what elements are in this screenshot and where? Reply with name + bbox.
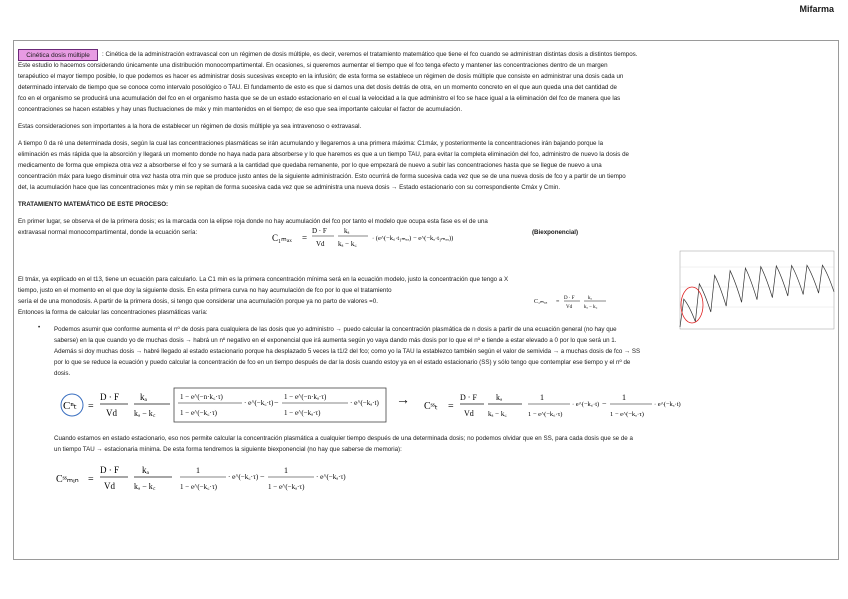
eq-cn-num1: 1 − e^(−n·k꜀·τ) (180, 393, 223, 401)
eq-cssmin-one2: 1 (284, 466, 288, 475)
paragraph-time0-2: eliminación es más rápida que la absorción y llegará un momento donde no haya nada para absorberse y lo que haremos es que a un tiempo TAU, para evitar la completa eliminación del fco, administro de nuevo la dosis de (18, 151, 629, 158)
eq-css-minus: − (602, 399, 607, 408)
eq-c1max-kakc: kₐ − k꜀ (338, 240, 357, 248)
equation-css (422, 385, 682, 425)
eq-cssmin-den1: 1 − e^(−k꜀·τ) (180, 483, 218, 491)
eq-cssmin-minus: − (260, 472, 265, 481)
equation-cssmin (54, 457, 354, 499)
eq-cssmin-equals: = (88, 474, 94, 485)
paragraph-tmax-3: sería el de una monodosis. A partir de la primera dosis, si tengo que considerar una acumulación porque ya no parto de valores =0. (18, 298, 378, 305)
bullet-ndoses-2: saberse) en la que cuando yo de muchas dosis → habrá un nº negativo en el exponencial que irá aumenta según yo vaya dando más dosis por lo que el nº e tiende a estar elevado a 0 por lo que será un 1. (54, 337, 617, 344)
paragraph-first-dose-1: En primer lugar, se observa el de la primera dosis; es la marcada con la elipse roja donde no hay acumulación del fco por tanto el modelo que ocupa esta fase es el de una (18, 218, 488, 225)
eq-cssmin-one1: 1 (196, 466, 200, 475)
eq-css-symbol: Cˢˢₜ (424, 401, 438, 412)
eq-cn-num2: 1 − e^(−n·kₐ·τ) (284, 393, 327, 401)
eq-c1min-ka: kₐ (588, 296, 592, 301)
paragraph-steady-state-1: Cuando estamos en estado estacionario, eso nos permite calcular la concentración plasmática a cualquier tiempo después de una determinada dosis; no podemos olvidar que en SS, para cada dosis que se de a (54, 435, 633, 442)
eq-css-one2: 1 (622, 393, 626, 402)
eq-css-num: D · F (460, 393, 477, 402)
eq-cssmin-ekc: · e^(−k꜀·τ) (228, 473, 259, 481)
section-heading: TRATAMIENTO MATEMÁTICO DE ESTE PROCESO: (18, 201, 169, 208)
document-sheet (13, 40, 839, 560)
eq-c1max-symbol: C₁ₘₐₓ (272, 233, 292, 243)
eq-cn-minus: − (274, 398, 279, 407)
eq-css-eka: · e^(−kₐ·t) (654, 401, 681, 408)
paragraph-tmax-2: tiempo, justo en el momento en el que doy la siguiente dosis. En esta primera curva no hay acumulación de fco por lo que el tratamiento (18, 287, 392, 294)
bullet-ndoses-1: Podemos asumir que conforme aumenta el nº de dosis para cualquiera de las dosis que yo administro → puedo calcular la concentración plasmática de n dosis a partir de una ecuación general (no hay que (54, 326, 617, 333)
paragraph-intro-4: determinado intervalo de tiempo que se conoce como intervalo posológico o TAU. El fundamento de esto es que si damos una det dosis detrás de otra, en un momento concreto en el que aun queda una det cantidad de (18, 84, 617, 91)
eq-css-equals: = (448, 401, 454, 412)
equation-arrow: → (396, 393, 410, 408)
eq-css-one1: 1 (540, 393, 544, 402)
eq-css-kakc: kₐ − k꜀ (488, 410, 507, 418)
equation-c1max (272, 223, 532, 251)
eq-css-ka: kₐ (496, 393, 503, 402)
paragraph-first-dose-2: extravasal normal monocompartimental, donde la ecuación sería: (18, 229, 198, 236)
eq-c1max-exp: · (e^(−k꜀·t₁ₘₐₓ) − e^(−kₐ·t₁ₘₐₓ)) (372, 235, 454, 242)
eq-cn-kakc: kₐ − k꜀ (134, 409, 156, 418)
paragraph-intro-5: fco en el organismo se producirá una acumulación del fco en el organismo hasta que se de un estado estacionario en el cual la velocidad a la que administro el fco se hace igual a la eliminación del fco de manera que las (18, 95, 621, 102)
equation-cn-svg (58, 385, 388, 425)
eq-css-den2: 1 − e^(−kₐ·τ) (610, 411, 644, 418)
eq-cn-equals: = (88, 401, 94, 412)
paragraph-intro-6: concentraciones se hacen estables y hay unas fluctuaciones de máx y min mantenidos en el tiempo; de eso que sea importante calcular el factor de acumulación. (18, 106, 463, 113)
paragraph-steady-state-2: un tiempo TAU → estacionaria mínima. De esta forma tendremos la siguiente biexponencial (no hay que saberse de memoria): (54, 446, 402, 453)
equation-c1max-svg (272, 223, 532, 251)
eq-css-den: Vd (464, 409, 474, 418)
eq-c1min-den: Vd (566, 305, 573, 310)
eq-cssmin-ka: kₐ (142, 465, 149, 475)
eq-cssmin-num: D · F (100, 465, 120, 475)
eq-c1min-symbol: C₁ₘₐₓ (534, 299, 548, 305)
eq-cssmin-kakc: kₐ − k꜀ (134, 482, 156, 491)
paragraph-intro-2: Este estudio lo hacemos considerando únicamente una distribución monocompartimental. En ocasiones, si queremos aumentar el tiempo que el fco tenga efecto y mantener las concentraciones dentro de un margen (18, 62, 608, 69)
bullet-dot: • (38, 324, 41, 331)
equation-c1min (534, 292, 674, 310)
eq-c1max-ka: kₐ (344, 227, 350, 235)
eq-cssmin-den2: 1 − e^(−kₐ·τ) (268, 483, 305, 491)
equation-cn (58, 385, 388, 425)
eq-cssmin-eka: · e^(−kₐ·τ) (316, 473, 346, 481)
eq-c1max-den: Vd (316, 240, 325, 248)
eq-cn-eka: · e^(−kₐ·t) (350, 399, 379, 407)
paragraph-tmax-1: El tmáx, ya explicado en el t13, tiene un ecuación para calcularlo. La C1 min es la primera concentración mínima será en la ecuación modelo, justo la concentración que tengo a X (18, 276, 509, 283)
brand-label: Mifarma (799, 4, 834, 14)
eq-css-ekc: · e^(−k꜀·t) (572, 401, 600, 408)
eq-c1max-equals: = (302, 233, 308, 243)
equation-cssmin-svg (54, 457, 354, 499)
equation-css-svg (422, 385, 682, 425)
eq-cn-ekc: · e^(−k꜀·t) (244, 399, 274, 407)
multiple-dose-curve-figure (670, 247, 838, 337)
eq-cssmin-den: Vd (104, 481, 115, 491)
bullet-ndoses-5: dosis. (54, 370, 71, 377)
paragraph-intro-3: terapéutico el mayor tiempo posible, lo que podemos es hacer es administrar dosis sucesivas excepto en la infusión; de esta forma se establece un régimen de dosis múltiple que consiste en administrar una dosis cada un (18, 73, 624, 80)
eq-cn-den1: 1 − e^(−k꜀·τ) (180, 409, 218, 417)
paragraph-time0-4: concentración máx para luego disminuir otra vez hasta otra min que se produce justo antes de la siguiente administración. Esto ocurrirá de forma sucesiva cada vez que se de una nueva dosis de fco y a partir de un tiempo (18, 173, 626, 180)
paragraph-considerations: Estas consideraciones son importantes a la hora de establecer un régimen de dosis múltiple ya sea intravenoso o extravasal. (18, 123, 362, 130)
eq-cssmin-symbol: Cˢˢₘᵢₙ (56, 474, 79, 485)
bullet-ndoses-3: Además si doy muchas dosis → habré llegado al estado estacionario porque ha desplazado 5 veces la t1/2 del fco; como yo la TAU la establezco también según el valor de semivida → a muchas dosis de fco → SS (54, 348, 641, 355)
eq-cn-num: D · F (100, 392, 120, 402)
eq-css-den1: 1 − e^(−k꜀·τ) (528, 411, 563, 418)
eq-cn-ka: kₐ (140, 392, 147, 402)
equation-c1min-svg (534, 292, 674, 310)
eq-c1min-equals: = (556, 299, 560, 305)
bullet-ndoses-4: por lo que se reduce la ecuación y puedo calcular la concentración de fco en un tiempo después de dar la dosis cuando estoy ya en el estado estacionario (SS) y sólo tengo que contemplar ese tiempo y el nº de (54, 359, 631, 366)
eq-c1min-num: D · F (564, 296, 575, 301)
eq-c1min-kakc: kₐ − k꜀ (584, 305, 598, 310)
eq-cn-den: Vd (106, 408, 117, 418)
eq-c1max-num: D · F (312, 227, 327, 235)
paragraph-time0-1: A tiempo 0 da ré una determinada dosis, según la cual las concentraciones plasmáticas se irán acumulando y llegaremos a una primera máxima: C1máx, y posteriormente la concentraciones irán bajando porque la (18, 140, 604, 147)
eq-cn-den2: 1 − e^(−kₐ·τ) (284, 409, 321, 417)
paragraph-intro: : Cinética de la administración extravascal con un régimen de dosis múltiple, es decir, veremos el tratamiento matemático que tiene el fco cuando se administran distintas dosis a distintos tiempos. (102, 51, 638, 58)
paragraph-time0-5: det, la acumulación hace que las concentraciones máx y min se repitan de forma sucesiva cada vez que se administra una nueva dosis → Estado estacionario con su correspondiente Cmáx y Cmin. (18, 184, 561, 191)
equation-label-biexp: (Biexponencial) (532, 229, 579, 236)
paragraph-tmax-4: Entonces la forma de calcular las concentraciones plasmáticas varía: (18, 309, 208, 316)
topic-tag: Cinética dosis múltiple (18, 49, 98, 61)
eq-cn-symbol: Cⁿₜ (63, 400, 78, 412)
paragraph-time0-3: medicamento de forma que empieza otra vez a absorberse el fco y se sumará a la cantidad que quedaba remanente, por lo que empezará de nuevo a subir las concentraciones hasta que se llegue de nuevo a una (18, 162, 602, 169)
